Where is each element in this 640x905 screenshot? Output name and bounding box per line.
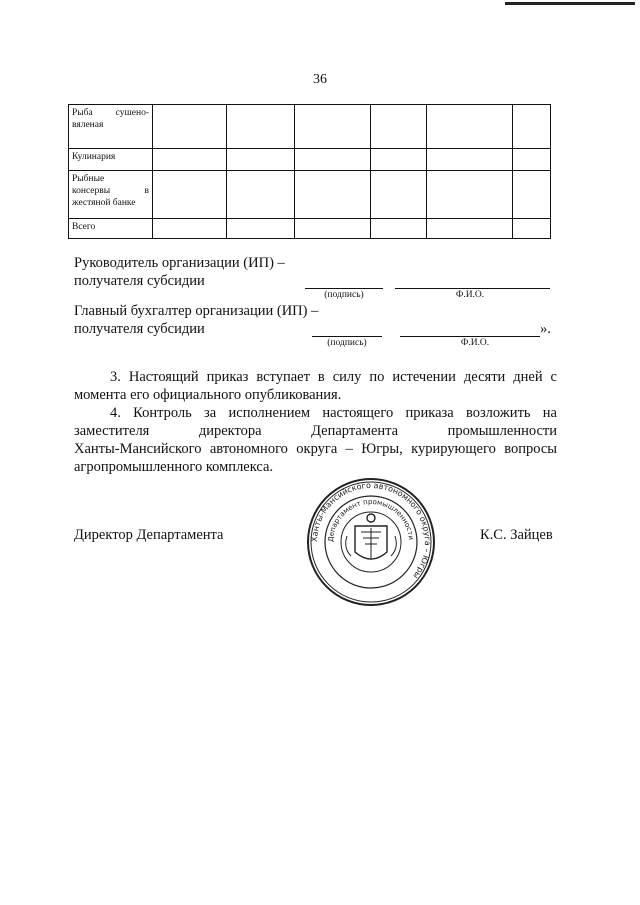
table-cell-empty (227, 171, 295, 219)
seal-emblem (346, 514, 397, 559)
table-cell-product-name (69, 105, 153, 149)
accountant-signature-caption: (подпись) (327, 338, 367, 348)
table-cell-empty (427, 105, 513, 149)
top-edge-line (505, 2, 635, 5)
table-row (69, 105, 551, 149)
closing-quote: ». (540, 321, 551, 337)
product-name-line: консервы в (72, 186, 149, 196)
table-row (69, 149, 551, 171)
product-name-line: вяленая (72, 120, 104, 130)
paragraph-4-line3: Ханты-Мансийского автономного округа – Югры, курирующего вопросы (74, 441, 557, 457)
table-cell-empty (371, 149, 427, 171)
product-name-line: Рыба сушено- (72, 108, 149, 118)
product-table (68, 104, 551, 239)
table-cell-empty (295, 105, 371, 149)
table-cell-empty (371, 171, 427, 219)
table-cell-empty (513, 219, 551, 239)
table-cell-empty (227, 149, 295, 171)
paragraph-4-line2: заместителя директора Департамента промышленности (74, 423, 557, 439)
table-cell-empty (513, 149, 551, 171)
seal-outer-text: Ханты-Мансийского автономного округа – Югры (309, 480, 433, 581)
product-name-line: жестяной банке (72, 198, 136, 208)
director-name: К.С. Зайцев (480, 527, 553, 543)
paragraph-4 (74, 404, 557, 476)
table-cell-empty (227, 105, 295, 149)
table-cell-empty (153, 171, 227, 219)
accountant-label-line1: Главный бухгалтер организации (ИП) – (74, 303, 319, 319)
product-name-line: Всего (72, 222, 96, 232)
table-cell-empty (295, 149, 371, 171)
table-cell-product-name (69, 171, 153, 219)
table-cell-empty (153, 105, 227, 149)
director-position: Директор Департамента (74, 527, 224, 543)
product-name-line: Кулинария (72, 152, 116, 162)
table-cell-empty (427, 219, 513, 239)
head-signature-caption: (подпись) (324, 290, 364, 300)
table-cell-product-name (69, 149, 153, 171)
table-cell-empty (427, 171, 513, 219)
table-cell-empty (153, 219, 227, 239)
table-row (69, 219, 551, 239)
table-cell-empty (513, 171, 551, 219)
official-seal-stamp (305, 476, 437, 608)
table-row (69, 171, 551, 219)
head-fio-caption: Ф.И.О. (455, 290, 485, 300)
accountant-fio-caption: Ф.И.О. (460, 338, 490, 348)
table-cell-empty (371, 105, 427, 149)
head-label-line1: Руководитель организации (ИП) – (74, 255, 285, 271)
paragraph-4-line4: агропромышленного комплекса. (74, 459, 274, 475)
paragraph-3 (74, 368, 557, 404)
table-cell-empty (153, 149, 227, 171)
paragraph-4-line1: 4. Контроль за исполнением настоящего приказа возложить на (110, 405, 557, 421)
table-cell-empty (371, 219, 427, 239)
table-cell-empty (427, 149, 513, 171)
accountant-signature-line (312, 336, 382, 337)
head-signature-line (305, 288, 383, 289)
table-cell-empty (295, 219, 371, 239)
seal-inner-text: Департамент промышленности (326, 497, 415, 543)
page-number: 36 (313, 72, 327, 87)
paragraph-3-line2: момента его официального опубликования. (74, 387, 342, 403)
table-cell-empty (295, 171, 371, 219)
table-cell-empty (227, 219, 295, 239)
accountant-fio-line (400, 336, 540, 337)
head-label-line2: получателя субсидии (74, 273, 205, 289)
table-cell-product-name (69, 219, 153, 239)
product-name-line: Рыбные (72, 174, 105, 184)
product-table-body (69, 105, 551, 239)
head-fio-line (395, 288, 550, 289)
paragraph-3-line1: 3. Настоящий приказ вступает в силу по истечении десяти дней с (110, 369, 557, 385)
accountant-label-line2: получателя субсидии (74, 321, 205, 337)
table-cell-empty (513, 105, 551, 149)
